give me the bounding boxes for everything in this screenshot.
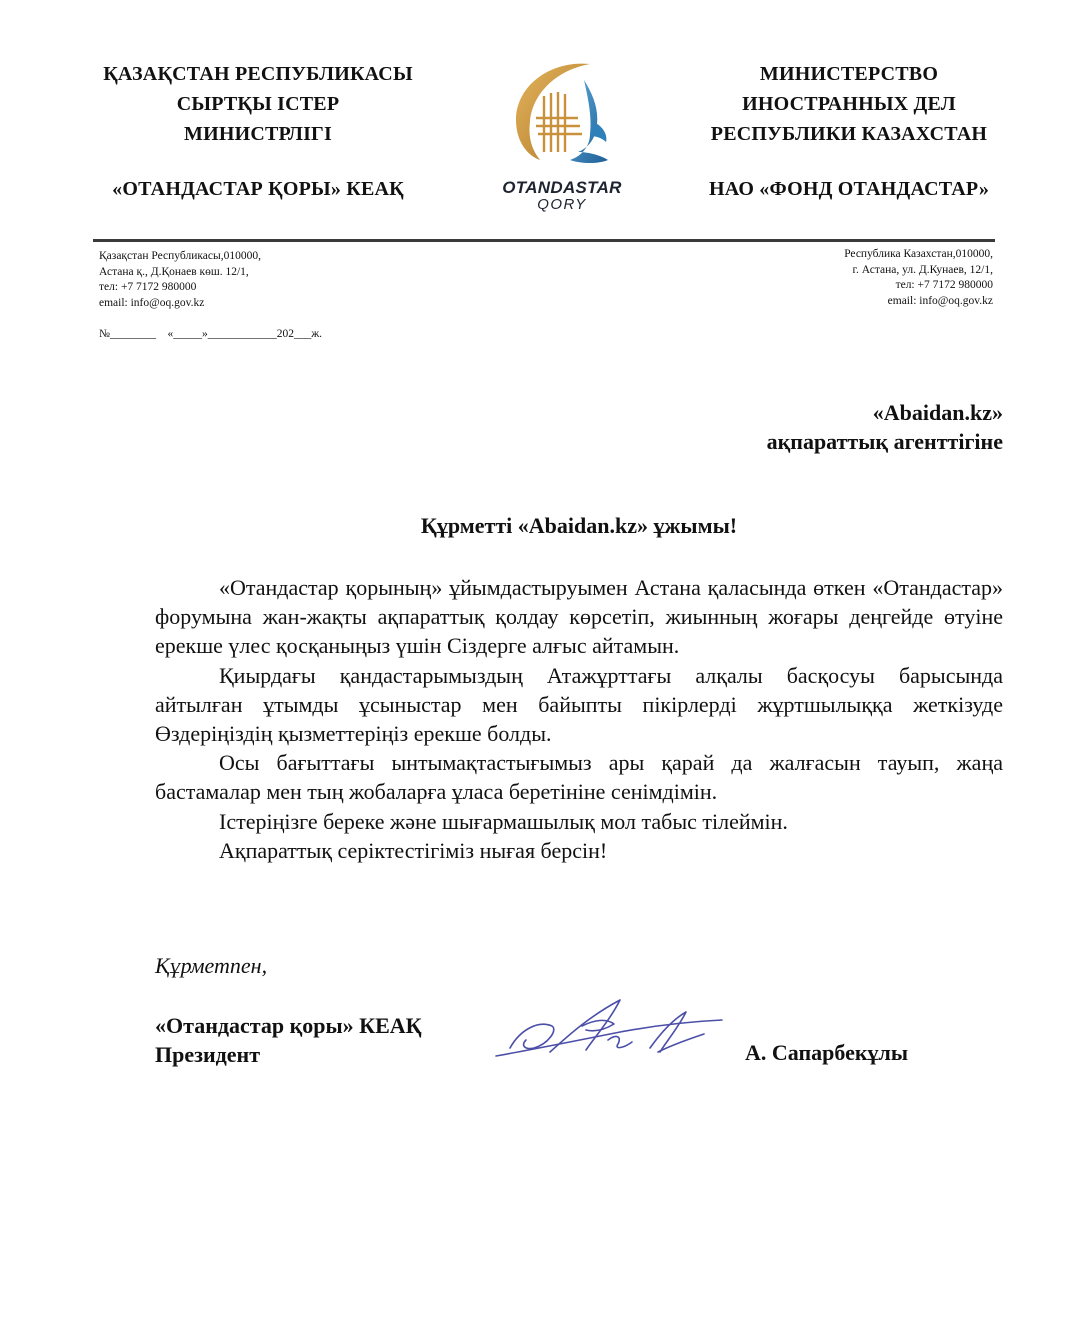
address-line: email: info@oq.gov.kz [99,296,205,309]
address-line: тел: +7 7172 980000 [895,279,993,291]
logo-wordmark: OTANDASTAR [502,178,622,197]
signatory-title: Президент [155,1042,261,1067]
address-line: тел: +7 7172 980000 [99,281,197,293]
signatory-block [155,1011,422,1069]
header-right-org: НАО «ФОНД ОТАНДАСТАР» [708,178,990,200]
reference-number-line: №________ «_____»____________202___ж. [99,328,323,340]
closing-phrase: Құрметпен, [155,953,268,978]
signatory-org: «Отандастар қоры» КЕАҚ [155,1013,422,1038]
header-left-line: МИНИСТРЛІГІ [184,123,332,145]
header-left-line: СЫРТҚЫ ІСТЕР [176,93,340,115]
recipient-block [600,398,1003,456]
address-line: Республика Казахстан,010000, [844,248,993,260]
header-divider [93,239,995,242]
body-paragraph: Қиырдағы қандастарымыздың Атажұрттағы алқалы басқосуы барысында айтылған ұтымды ұсыныстар мен байыпты пікірлерді жұртшылыққа жеткізуде Өздеріңіздің қызметтеріңіз ерекше болды. [155,662,1003,747]
header-right-line: МИНИСТЕРСТВО [759,63,939,85]
address-line: email: info@oq.gov.kz [887,294,993,307]
header-left-org: «ОТАНДАСТАР ҚОРЫ» КЕАҚ [112,178,404,200]
address-line: г. Астана, ул. Д.Кунаев, 12/1, [852,263,993,276]
header-right-line: РЕСПУБЛИКИ КАЗАХСТАН [710,123,988,145]
header-left-block [90,59,426,204]
letter-body [155,573,1003,865]
logo-subtitle: QORY [537,196,587,213]
header-right-line: ИНОСТРАННЫХ ДЕЛ [742,93,956,115]
body-paragraph: «Отандастар қорының» ұйымдастыруымен Астана қаласында өткен «Отандастар» форумына жан-жақты ақпараттық қолдау көрсетіп, жиынның жоғары деңгейде өтуіне ерекше үлес қосқаныңыз үшін Сіздерге алғыс айтамын. [155,575,1003,659]
recipient-line: ақпараттық агенттігіне [766,429,1003,454]
header-left-line: ҚАЗАҚСТАН РЕСПУБЛИКАСЫ [103,63,413,85]
recipient-line: «Abaidan.kz» [872,400,1003,425]
salutation: Құрметті «Abaidan.kz» ұжымы! [420,513,738,538]
address-line: Қазақстан Республикасы,010000, [99,250,261,262]
address-left [99,249,399,311]
address-right [693,247,993,309]
body-paragraph: Ақпараттық серіктестігіміз нығая берсін! [219,837,608,863]
body-paragraph: Істеріңізге береке және шығармашылық мол табыс тілеймін. [219,808,788,834]
body-paragraph: Осы бағыттағы ынтымақтастығымыз ары қарай да жалғасын тауып, жаңа бастамалар мен тың жобаларға ұласа беретініне сенімдімін. [155,750,1003,805]
handwritten-signature [490,990,730,1065]
address-line: Астана қ., Д.Қонаев көш. 12/1, [99,265,249,278]
signatory-name: А. Сапарбекұлы [745,1040,909,1065]
header-right-block [690,59,1008,204]
